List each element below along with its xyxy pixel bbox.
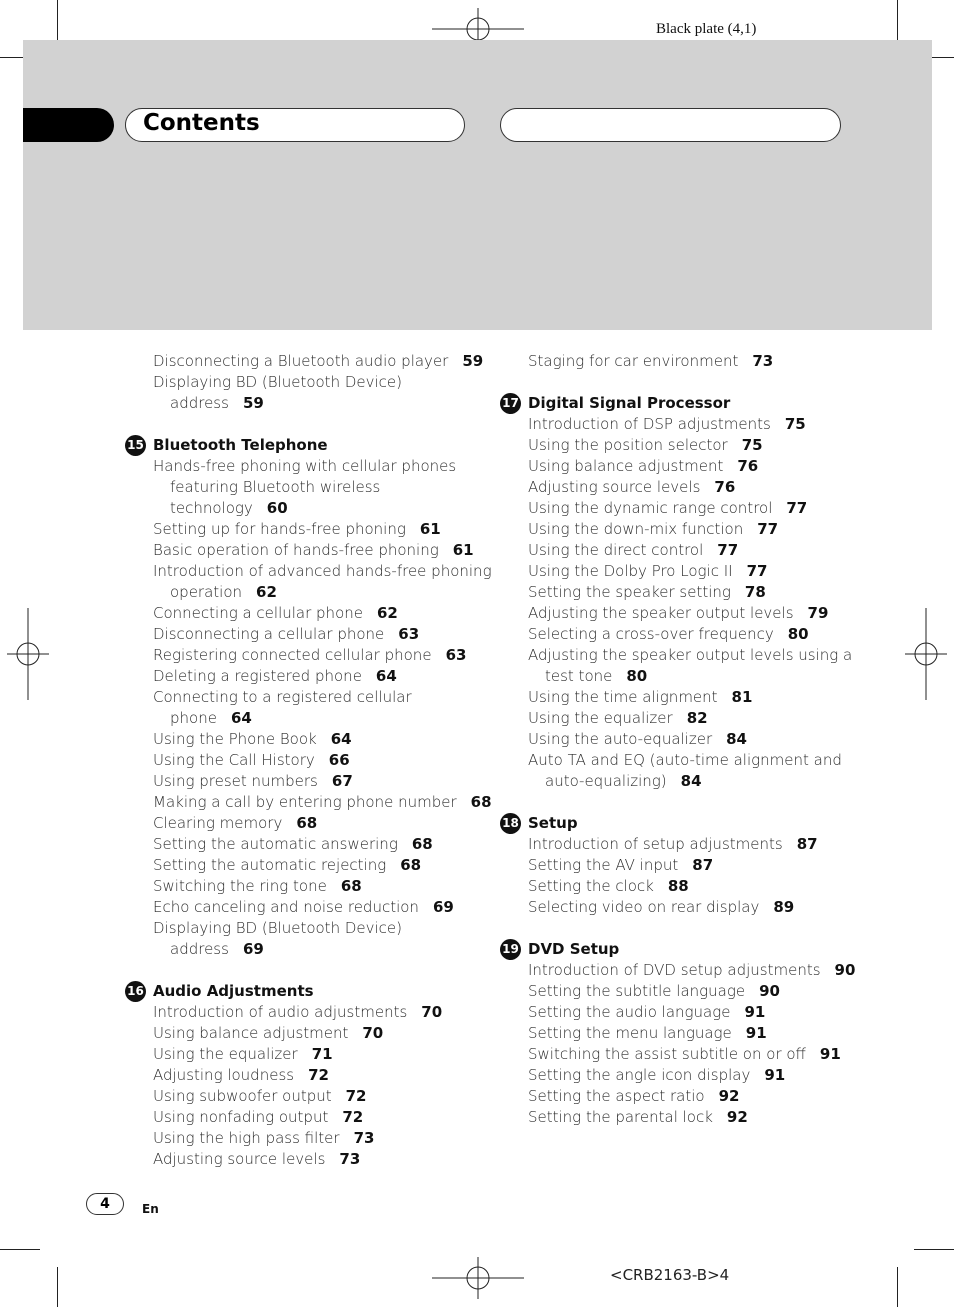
- crop-mark: [57, 0, 58, 40]
- entry-text: Displaying BD (Bluetooth Device): [153, 373, 402, 391]
- entry-page-number: 67: [331, 772, 353, 790]
- entry-text: Setting up for hands-free phoning 61: [153, 520, 441, 538]
- section-title: DVD Setup: [528, 940, 620, 958]
- entry-text: Basic operation of hands-free phoning 61: [153, 541, 474, 559]
- entry-page-number: 77: [786, 499, 808, 517]
- toc-entry[interactable]: [125, 834, 485, 855]
- entry-page-number: 62: [256, 583, 277, 601]
- entry-page-number: 68: [400, 856, 422, 874]
- section-heading: [500, 939, 860, 960]
- toc-entry[interactable]: [125, 624, 485, 645]
- toc-entry[interactable]: [125, 1044, 485, 1065]
- entry-page-number: 60: [266, 499, 288, 517]
- entry-page-number: 70: [421, 1003, 443, 1021]
- toc-entry[interactable]: [500, 687, 860, 708]
- entry-page-number: 61: [419, 520, 441, 538]
- toc-entry[interactable]: [500, 414, 860, 435]
- entry-page-number: 81: [731, 688, 753, 706]
- entry-page-number: 90: [834, 961, 856, 979]
- entry-text: Using balance adjustment 70: [153, 1024, 384, 1042]
- toc-entry[interactable]: [500, 1065, 860, 1086]
- toc-entry[interactable]: [125, 666, 485, 687]
- toc-entry[interactable]: [125, 456, 485, 519]
- entry-text: address 69: [170, 940, 264, 958]
- entry-page-number: 78: [744, 583, 766, 601]
- entry-page-number: 77: [746, 562, 768, 580]
- entry-text: Using the high pass filter 73: [153, 1129, 375, 1147]
- entry-text: Using the dynamic range control 77: [528, 499, 808, 517]
- entry-page-number: 77: [757, 520, 779, 538]
- toc-entry[interactable]: [125, 750, 485, 771]
- section-heading: [500, 813, 860, 834]
- entry-text: Using the time alignment 81: [528, 688, 753, 706]
- document-code: <CRB2163-B>4: [610, 1266, 730, 1284]
- entry-text: Echo canceling and noise reduction 69: [153, 898, 454, 916]
- entry-text: Setting the subtitle language 90: [528, 982, 780, 1000]
- entry-text: Setting the automatic rejecting 68: [153, 856, 422, 874]
- entry-text: Connecting to a registered cellular: [153, 688, 412, 706]
- section-number-badge: 16: [125, 981, 146, 1002]
- entry-text: Setting the automatic answering 68: [153, 835, 433, 853]
- entry-text: Using nonfading output 72: [153, 1108, 364, 1126]
- entry-page-number: 64: [375, 667, 397, 685]
- entry-page-number: 80: [626, 667, 648, 685]
- section-title: Digital Signal Processor: [528, 394, 731, 412]
- entry-text: Setting the AV input 87: [528, 856, 714, 874]
- header-banner: [23, 40, 932, 330]
- entry-text: Using the position selector 75: [528, 436, 763, 454]
- entry-page-number: 77: [717, 541, 739, 559]
- toc-entry[interactable]: [500, 960, 860, 981]
- toc-entry[interactable]: [500, 981, 860, 1002]
- toc-entry[interactable]: [500, 435, 860, 456]
- entry-text: Introduction of DVD setup adjustments 90: [528, 961, 856, 979]
- entry-text: featuring Bluetooth wireless: [170, 478, 381, 496]
- toc-entry[interactable]: [125, 645, 485, 666]
- toc-entry[interactable]: [125, 1086, 485, 1107]
- toc-entry[interactable]: [500, 477, 860, 498]
- entry-text: Introduction of advanced hands-free phoning: [153, 562, 492, 580]
- toc-entry[interactable]: [500, 855, 860, 876]
- entry-page-number: 90: [759, 982, 780, 1000]
- entry-page-number: 73: [353, 1129, 375, 1147]
- toc-entry[interactable]: [125, 855, 485, 876]
- crop-mark: [0, 1249, 40, 1250]
- entry-page-number: 68: [340, 877, 362, 895]
- toc-entry[interactable]: [500, 603, 860, 624]
- entry-text: auto-equalizing) 84: [545, 772, 702, 790]
- entry-page-number: 80: [787, 625, 809, 643]
- section-title: Audio Adjustments: [153, 982, 314, 1000]
- entry-page-number: 68: [411, 835, 433, 853]
- entry-page-number: 92: [726, 1108, 748, 1126]
- toc-right-column: [500, 351, 860, 1128]
- entry-text: Staging for car environment 73: [528, 352, 774, 370]
- entry-page-number: 69: [432, 898, 454, 916]
- entry-page-number: 75: [741, 436, 763, 454]
- crop-mark: [897, 0, 898, 40]
- entry-text: Selecting video on rear display 89: [528, 898, 795, 916]
- entry-text: Using the Call History 66: [153, 751, 350, 769]
- toc-entry[interactable]: [125, 1107, 485, 1128]
- toc-entry[interactable]: [125, 540, 485, 561]
- toc-entry[interactable]: [500, 708, 860, 729]
- toc-entry[interactable]: [500, 624, 860, 645]
- entry-page-number: 91: [745, 1024, 767, 1042]
- entry-page-number: 73: [339, 1150, 361, 1168]
- section-heading: [500, 393, 860, 414]
- toc-entry[interactable]: [500, 351, 860, 372]
- toc-entry[interactable]: [500, 519, 860, 540]
- entry-page-number: 63: [398, 625, 420, 643]
- entry-text: Registering connected cellular phone 63: [153, 646, 467, 664]
- entry-page-number: 84: [726, 730, 747, 748]
- entry-text: Disconnecting a Bluetooth audio player 59: [153, 352, 484, 370]
- toc-entry[interactable]: [500, 582, 860, 603]
- entry-text: Switching the ring tone 68: [153, 877, 362, 895]
- entry-page-number: 89: [773, 898, 795, 916]
- entry-text: Using balance adjustment 76: [528, 457, 759, 475]
- entry-page-number: 64: [330, 730, 352, 748]
- entry-text: Adjusting the speaker output levels 79: [528, 604, 829, 622]
- entry-page-number: 59: [462, 352, 484, 370]
- toc-entry[interactable]: [500, 876, 860, 897]
- section-title: Bluetooth Telephone: [153, 436, 328, 454]
- toc-entry[interactable]: [125, 1149, 485, 1170]
- entry-text: Using the equalizer 71: [153, 1045, 333, 1063]
- toc-entry[interactable]: [125, 813, 485, 834]
- entry-text: Introduction of setup adjustments 87: [528, 835, 818, 853]
- entry-text: Auto TA and EQ (auto-time alignment and: [528, 751, 842, 769]
- language-label: En: [142, 1202, 159, 1216]
- entry-text: Switching the assist subtitle on or off 91: [528, 1045, 841, 1063]
- crop-mark: [897, 1267, 898, 1307]
- page-number: 4: [86, 1193, 124, 1215]
- toc-entry[interactable]: [500, 1086, 860, 1107]
- entry-text: technology 60: [170, 499, 288, 517]
- entry-text: Hands-free phoning with cellular phones: [153, 457, 457, 475]
- entry-text: Clearing memory 68: [153, 814, 318, 832]
- toc-entry[interactable]: [500, 540, 860, 561]
- entry-page-number: 91: [819, 1045, 841, 1063]
- entry-text: Using the equalizer 82: [528, 709, 708, 727]
- toc-entry[interactable]: [500, 645, 860, 687]
- toc-entry[interactable]: [125, 897, 485, 918]
- toc-entry[interactable]: [125, 771, 485, 792]
- entry-page-number: 73: [752, 352, 774, 370]
- entry-text: Deleting a registered phone 64: [153, 667, 397, 685]
- section-number-badge: 17: [500, 393, 521, 414]
- crop-mark: [57, 1267, 58, 1307]
- entry-page-number: 87: [796, 835, 818, 853]
- entry-page-number: 68: [296, 814, 318, 832]
- section-heading: [125, 981, 485, 1002]
- entry-text: Setting the speaker setting 78: [528, 583, 766, 601]
- entry-text: address 59: [170, 394, 264, 412]
- entry-text: Displaying BD (Bluetooth Device): [153, 919, 402, 937]
- entry-text: Connecting a cellular phone 62: [153, 604, 398, 622]
- toc-entry[interactable]: [125, 1002, 485, 1023]
- entry-page-number: 62: [376, 604, 398, 622]
- crop-mark: [0, 57, 23, 58]
- registration-mark-icon: [7, 608, 49, 700]
- toc-entry[interactable]: [500, 750, 860, 792]
- entry-text: Setting the menu language 91: [528, 1024, 767, 1042]
- toc-entry[interactable]: [500, 1044, 860, 1065]
- entry-text: Setting the angle icon display 91: [528, 1066, 786, 1084]
- entry-page-number: 72: [345, 1087, 367, 1105]
- entry-text: Setting the audio language 91: [528, 1003, 766, 1021]
- plate-label: Black plate (4,1): [656, 21, 757, 37]
- entry-page-number: 87: [692, 856, 714, 874]
- toc-entry[interactable]: [125, 918, 485, 960]
- entry-text: Setting the clock 88: [528, 877, 689, 895]
- entry-page-number: 63: [445, 646, 467, 664]
- section-number-badge: 18: [500, 813, 521, 834]
- entry-text: Making a call by entering phone number 68: [153, 793, 492, 811]
- entry-text: phone 64: [170, 709, 252, 727]
- section-number-badge: 19: [500, 939, 521, 960]
- entry-page-number: 79: [807, 604, 829, 622]
- entry-text: Using preset numbers 67: [153, 772, 353, 790]
- entry-page-number: 72: [342, 1108, 364, 1126]
- entry-page-number: 71: [311, 1045, 333, 1063]
- entry-page-number: 61: [452, 541, 474, 559]
- entry-text: Setting the parental lock 92: [528, 1108, 748, 1126]
- entry-page-number: 64: [230, 709, 252, 727]
- registration-mark-icon: [905, 608, 947, 700]
- entry-page-number: 88: [667, 877, 689, 895]
- entry-text: Introduction of audio adjustments 70: [153, 1003, 443, 1021]
- toc-entry[interactable]: [125, 519, 485, 540]
- entry-page-number: 68: [470, 793, 492, 811]
- toc-entry[interactable]: [125, 729, 485, 750]
- title-box: [125, 108, 465, 142]
- entry-text: test tone 80: [545, 667, 648, 685]
- entry-page-number: 76: [737, 457, 759, 475]
- blank-header-box: [500, 108, 841, 142]
- toc-entry[interactable]: [500, 498, 860, 519]
- entry-page-number: 70: [362, 1024, 384, 1042]
- crop-mark: [914, 1249, 954, 1250]
- toc-entry[interactable]: [500, 456, 860, 477]
- toc-entry[interactable]: [500, 561, 860, 582]
- entry-page-number: 59: [242, 394, 264, 412]
- entry-text: Disconnecting a cellular phone 63: [153, 625, 420, 643]
- entry-text: Introduction of DSP adjustments 75: [528, 415, 806, 433]
- entry-text: Using the direct control 77: [528, 541, 739, 559]
- entry-page-number: 72: [308, 1066, 329, 1084]
- entry-text: Adjusting source levels 73: [153, 1150, 361, 1168]
- entry-text: Setting the aspect ratio 92: [528, 1087, 740, 1105]
- entry-text: Adjusting source levels 76: [528, 478, 736, 496]
- section-title: Setup: [528, 814, 578, 832]
- section-heading: [125, 435, 485, 456]
- entry-page-number: 84: [680, 772, 702, 790]
- section-number-badge: 15: [125, 435, 146, 456]
- entry-page-number: 82: [686, 709, 708, 727]
- toc-entry[interactable]: [500, 897, 860, 918]
- toc-entry[interactable]: [500, 834, 860, 855]
- crop-mark: [932, 57, 954, 58]
- entry-page-number: 91: [744, 1003, 766, 1021]
- entry-page-number: 92: [718, 1087, 740, 1105]
- entry-page-number: 66: [328, 751, 350, 769]
- header-tab: [23, 108, 114, 142]
- toc-entry[interactable]: [125, 561, 492, 603]
- entry-text: operation 62: [170, 583, 277, 601]
- toc-entry[interactable]: [125, 1128, 485, 1149]
- toc-left-column: [125, 351, 492, 1170]
- entry-page-number: 76: [714, 478, 736, 496]
- toc-entry[interactable]: [125, 1023, 485, 1044]
- entry-page-number: 91: [764, 1066, 786, 1084]
- entry-text: Using the Phone Book 64: [153, 730, 352, 748]
- entry-text: Using subwoofer output 72: [153, 1087, 367, 1105]
- toc-entry[interactable]: [125, 1065, 485, 1086]
- entry-text: Adjusting loudness 72: [153, 1066, 329, 1084]
- toc-entry[interactable]: [125, 603, 485, 624]
- page-title: Contents: [143, 110, 260, 136]
- entry-text: Using the auto-equalizer 84: [528, 730, 747, 748]
- toc-entry[interactable]: [125, 792, 492, 813]
- toc-entry[interactable]: [500, 1002, 860, 1023]
- entry-text: Using the Dolby Pro Logic II 77: [528, 562, 768, 580]
- toc-entry[interactable]: [125, 687, 485, 729]
- toc-entry[interactable]: [500, 729, 860, 750]
- toc-entry[interactable]: [500, 1023, 860, 1044]
- entry-text: Selecting a cross-over frequency 80: [528, 625, 809, 643]
- entry-text: Adjusting the speaker output levels using a: [528, 646, 853, 664]
- entry-page-number: 69: [242, 940, 264, 958]
- toc-entry[interactable]: [125, 351, 485, 372]
- registration-mark-icon: [432, 1257, 524, 1299]
- entry-page-number: 75: [784, 415, 806, 433]
- entry-text: Using the down-mix function 77: [528, 520, 779, 538]
- toc-entry[interactable]: [125, 372, 485, 414]
- toc-entry[interactable]: [500, 1107, 860, 1128]
- toc-entry[interactable]: [125, 876, 485, 897]
